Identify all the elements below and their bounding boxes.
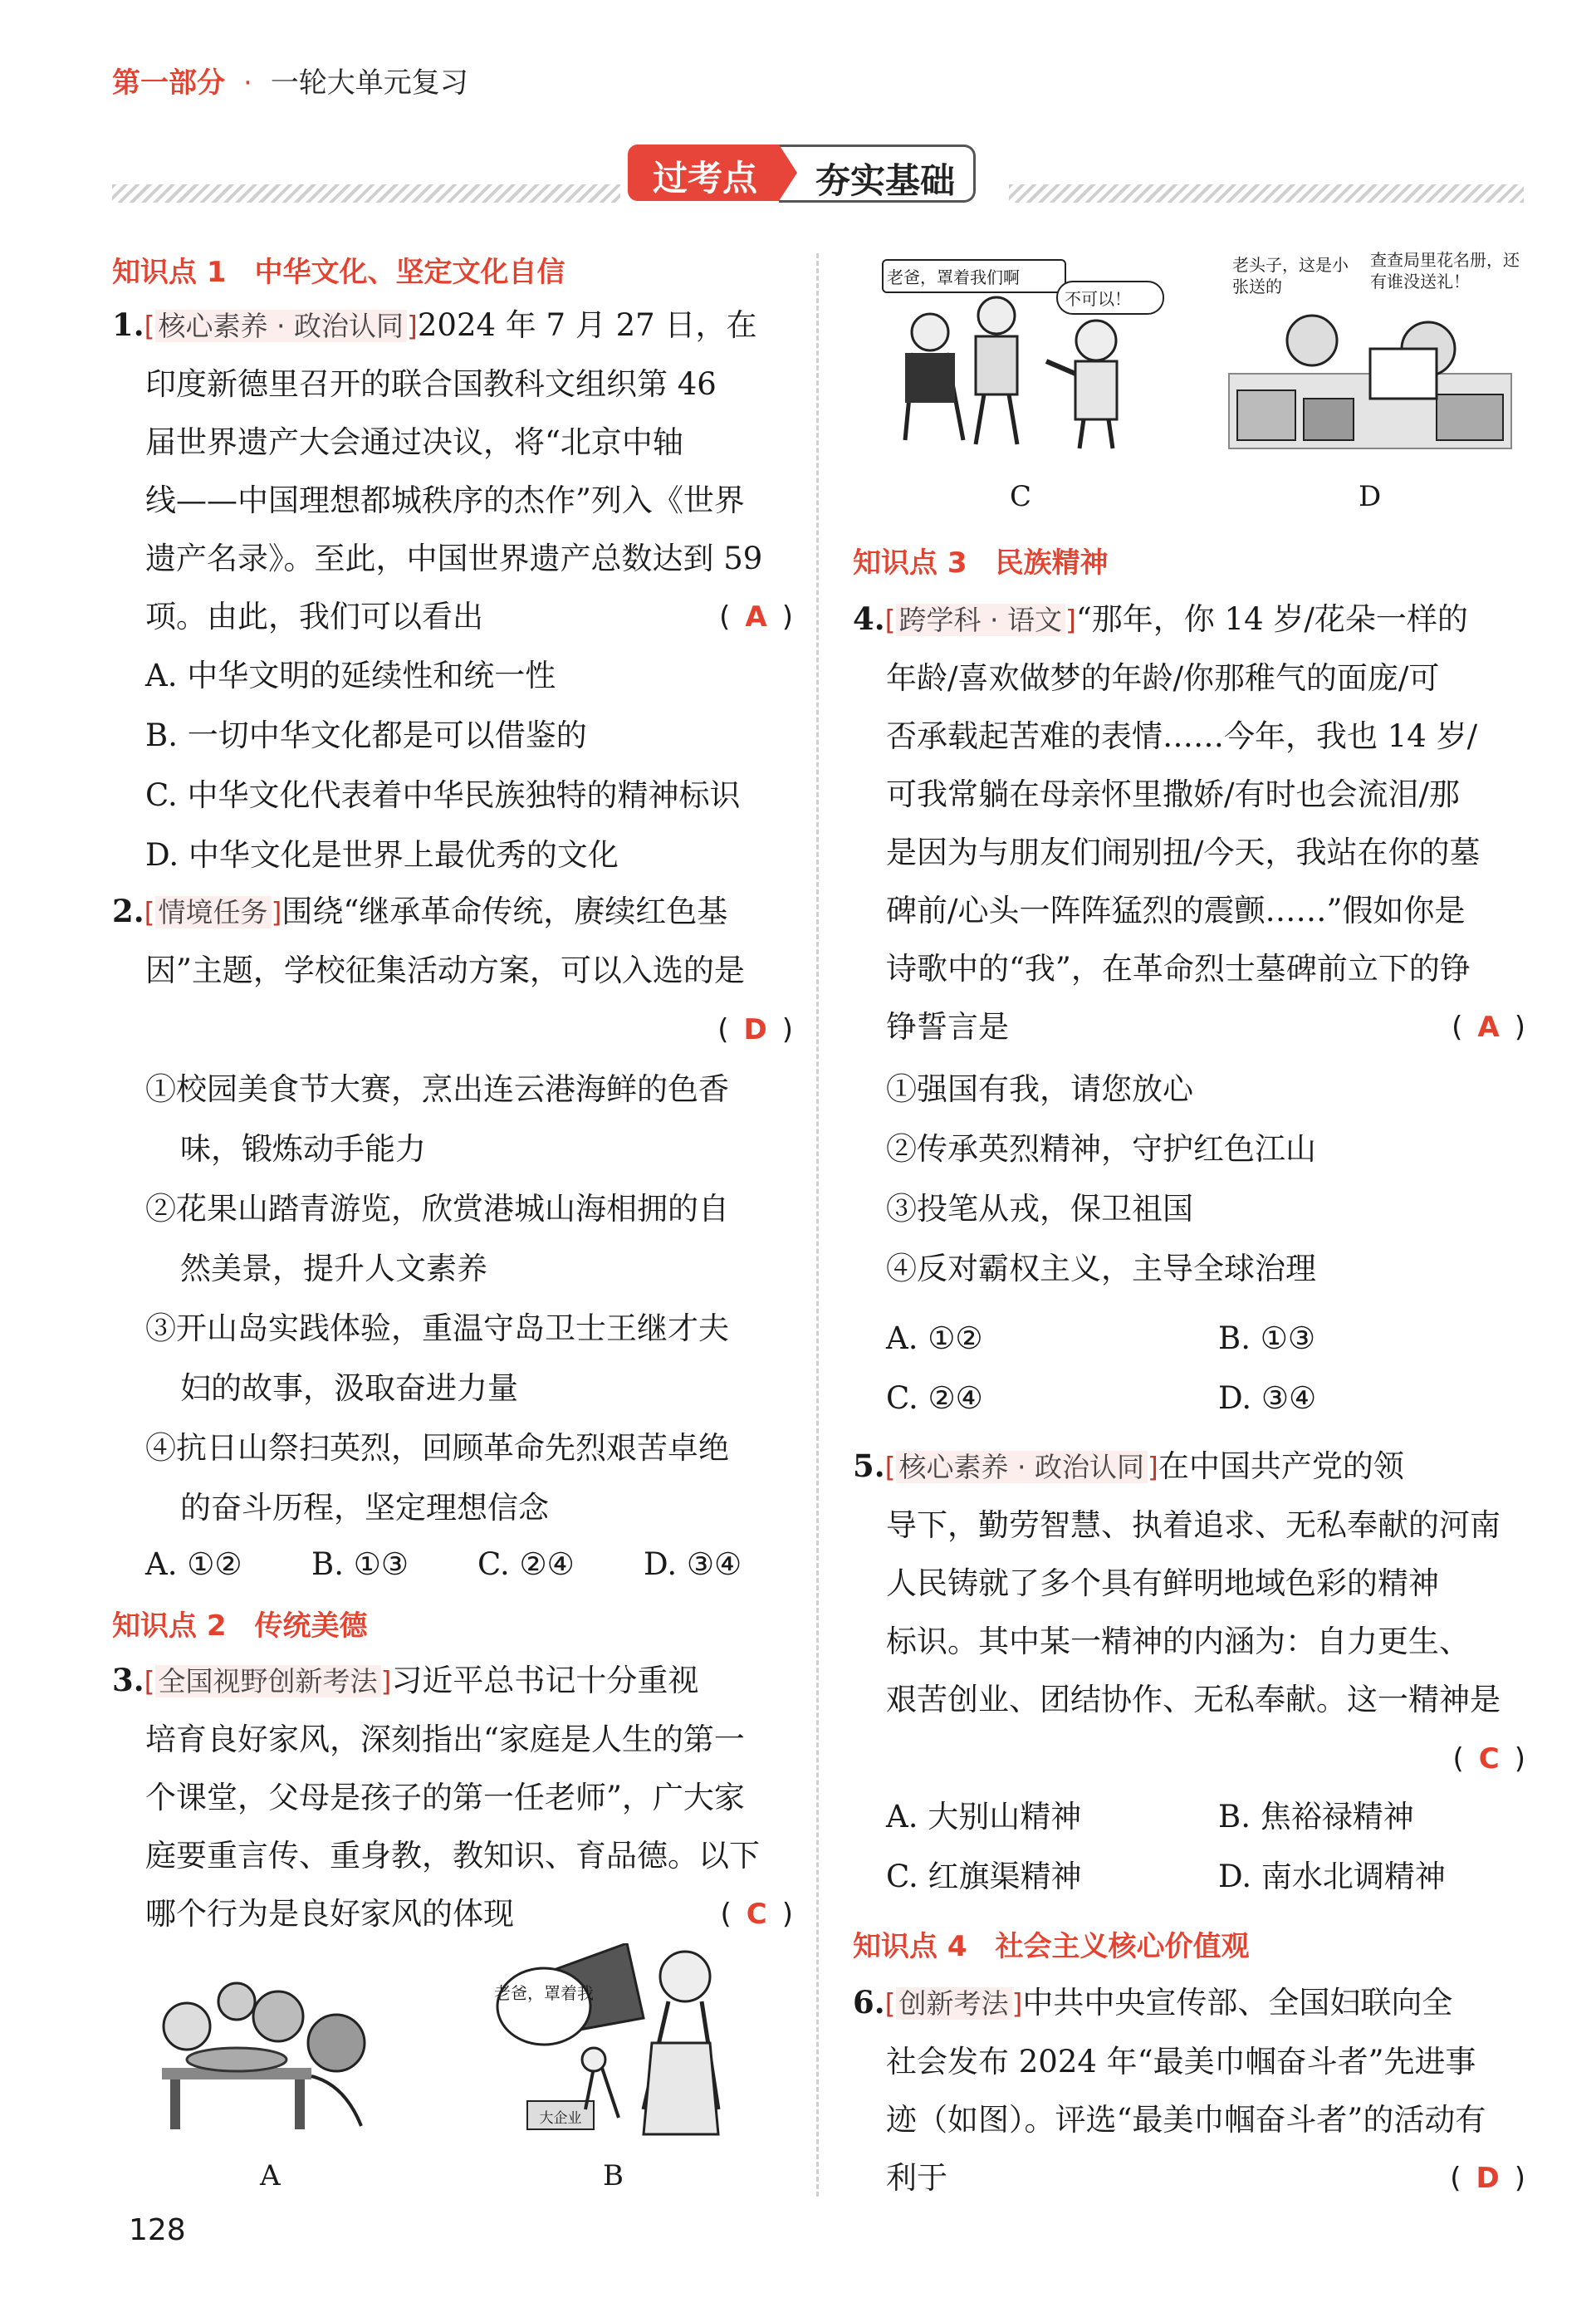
item: ②花果山踏青游览，欣赏港城山海相拥的自 [145,1191,729,1227]
section-label: 知识点 4 [853,1930,967,1963]
option: D. 中华文化是世界上最优秀的文化 [145,837,619,873]
stem-text: 在中国共产党的领 [1158,1448,1404,1484]
section-label: 知识点 3 [853,546,967,580]
option: C. 中华文化代表着中华民族独特的精神标识 [145,777,741,813]
answer-letter: A [745,600,767,634]
stem-text: 习近平总书记十分重视 [391,1663,699,1698]
stem-text: 是因为与朋友们闹别扭/今天，我站在你的墓 [886,835,1481,870]
stem-text: 导下，勤劳智慧、执着追求、无私奉献的河南 [886,1507,1501,1543]
question-5 [853,1437,1525,1788]
answer-bracket: ( D ) [1450,2162,1525,2195]
stem-text: 碑前/心头一阵阵猛烈的震颤……”假如你是 [886,893,1466,928]
option: D. ③④ [644,1546,742,1582]
q1-line-1 [112,296,793,355]
section-heading-3 [853,540,1109,580]
section-heading-2 [112,1603,368,1643]
answer-bracket: ( A ) [719,600,793,634]
answer-bracket: ( A ) [1452,1011,1525,1044]
speech-bubble: 老头子，这是小张送的 [1232,255,1349,296]
q5-options [886,1787,1525,1907]
stem-text: 年龄/喜欢做梦的年龄/你那稚气的面庞/可 [886,660,1440,696]
answer-bracket: ( C ) [1452,1742,1525,1776]
speech-bubble: 老爸，罩着我 [494,1983,594,2003]
question-number: 1. [112,306,144,343]
option: A. 大别山精神 [886,1799,1082,1834]
part-title: 一轮大单元复习 [270,66,468,100]
q2-items [145,1060,793,1538]
section-label: 知识点 2 [112,1609,227,1643]
stem-text: 因”主题，学校征集活动方案，可以入选的是 [145,953,745,988]
part-label: 第一部分 [112,66,225,100]
banner-right: 夯实基础 [779,145,976,203]
answer-letter: D [1476,2162,1500,2195]
answer-letter: D [743,1013,767,1046]
item: ③开山岛实践体验，重温守岛卫士王继才夫 [145,1310,729,1346]
item: ①校园美食节大赛，烹出连云港海鲜的色香 [145,1071,729,1107]
question-number: 5. [853,1448,885,1484]
section-title: 中华文化、坚定文化自信 [254,256,565,289]
question-3 [112,1651,793,1943]
item: 的奋斗历程，坚定理想信念 [180,1490,549,1526]
tag-text: 核心素养 · 政治认同 [896,1451,1148,1483]
stem-text: 2024 年 7 月 27 日，在 [417,307,757,343]
item: ④反对霸权主义，主导全球治理 [886,1251,1316,1286]
question-tag: [ 创新考法 ] [884,1987,1023,2020]
question-1 [112,296,793,646]
stem-text: 围绕“继承革命传统，赓续红色基 [282,894,728,929]
option: A. ①② [886,1320,983,1356]
section-title: 社会主义核心价值观 [995,1930,1250,1963]
question-4 [853,590,1525,1056]
stem-text: 遗产名录》。至此，中国世界遗产总数达到 59 [145,541,763,576]
banner-left: 过考点 [628,145,779,201]
item: ③投笔从戎，保卫祖国 [886,1191,1193,1227]
answer-bracket: ( C ) [720,1898,793,1931]
q1-options [145,646,793,885]
stem-text: 否承载起苦难的表情……今年，我也 14 岁/ [886,718,1478,754]
sign-text: 大企业 [539,2110,582,2127]
running-header [112,60,468,100]
stem-text: 利于 [886,2160,947,2196]
item: 味，锻炼动手能力 [180,1131,426,1167]
caption-b: B [603,2159,624,2192]
question-number: 4. [853,600,885,637]
question-number: 2. [112,893,144,929]
option: D. 南水北调精神 [1218,1859,1446,1894]
q2-options [145,1535,793,1594]
option: B. 一切中华文化都是可以借鉴的 [145,718,587,753]
stem-text: 线——中国理想都城秩序的杰作”列入《世界 [145,483,745,518]
option: C. 红旗渠精神 [886,1859,1082,1894]
q4-options [886,1309,1525,1428]
stem-text: 哪个行为是良好家风的体现 [145,1896,514,1932]
question-tag: [ 核心素养 · 政治认同 ] [884,1451,1158,1483]
stem-text: 铮誓言是 [886,1009,1009,1045]
answer-letter: C [746,1898,767,1931]
item: 妇的故事，汲取奋进力量 [180,1370,518,1406]
stem-text: “那年，你 14 岁/花朵一样的 [1075,601,1468,637]
caption-c: C [1010,480,1032,513]
section-heading-1 [112,249,565,290]
stem-text: 标识。其中某一精神的内涵为：自力更生、 [886,1624,1470,1659]
page-number: 128 [129,2213,186,2247]
stem-text: 庭要重言传、重身教，教知识、育品德。以下 [145,1838,760,1874]
question-tag: [ 全国视野创新考法 ] [144,1665,392,1697]
stem-text: 社会发布 2024 年“最美巾帼奋斗者”先进事 [886,2044,1476,2079]
question-2 [112,882,793,1059]
caption-a: A [260,2159,281,2192]
stem-text: 印度新德里召开的联合国教科文组织第 46 [145,366,717,402]
answer-letter: A [1477,1011,1500,1044]
question-number: 6. [853,1984,885,2021]
option: B. ①③ [1218,1320,1316,1356]
option: B. ①③ [311,1546,409,1582]
section-title: 民族精神 [995,546,1109,580]
speech-bubble: 老爸，罩着我们啊 [882,259,1066,293]
section-banner [628,145,976,201]
option: A. ①② [145,1546,242,1582]
banner-stripe-right [1009,184,1524,203]
stem-text: 个课堂，父母是孩子的第一任老师”，广大家 [145,1780,745,1815]
question-6 [853,1973,1525,2207]
section-title: 传统美德 [254,1609,368,1643]
option: C. ②④ [477,1546,575,1582]
option: D. ③④ [1218,1380,1317,1416]
stem-text: 迹（如图）。评选“最美巾帼奋斗者”的活动有 [886,2102,1486,2138]
stem-text: 诗歌中的“我”，在革命烈士墓碑前立下的铮 [886,951,1471,987]
stem-text: 届世界遗产大会通过决议，将“北京中轴 [145,424,683,460]
answer-letter: C [1478,1742,1500,1776]
section-heading-4 [853,1923,1250,1964]
item: ②传承英烈精神，守护红色江山 [886,1131,1316,1167]
answer-bracket: ( D ) [717,1013,793,1046]
question-tag: [ 核心素养 · 政治认同 ] [144,310,418,342]
speech-bubble: 查查局里花名册，还有谁没送礼！ [1370,250,1520,291]
question-tag: [ 跨学科 · 语文 ] [884,604,1076,636]
header-dot: · [243,66,252,100]
option: B. 焦裕禄精神 [1218,1799,1414,1834]
tag-text: 全国视野创新考法 [155,1665,381,1697]
caption-d: D [1359,480,1382,513]
option: C. ②④ [886,1380,983,1416]
stem-text: 培育良好家风，深刻指出“家庭是人生的第一 [145,1722,745,1757]
tag-text: 跨学科 · 语文 [896,604,1065,636]
item: 然美景，提升人文素养 [180,1251,487,1286]
stem-text: 可我常躺在母亲怀里撒娇/有时也会流泪/那 [886,776,1460,812]
cartoon-b-illustration [477,1943,743,2143]
speech-bubble: 不可以！ [1056,281,1164,315]
q4-items [886,1060,1525,1299]
banner-stripe-left [112,184,620,203]
option: A. 中华文明的延续性和统一性 [145,658,556,693]
item: ①强国有我，请您放心 [886,1071,1193,1107]
stem-text: 艰苦创业、团结协作、无私奉献。这一精神是 [886,1682,1501,1717]
stem-text: 人民铸就了多个具有鲜明地域色彩的精神 [886,1565,1439,1601]
section-label: 知识点 1 [112,256,227,289]
tag-text: 情境任务 [155,896,272,928]
cartoon-a-illustration [145,1977,394,2143]
tag-text: 创新考法 [896,1987,1012,2020]
stem-text: 项。由此，我们可以看出 [145,599,483,634]
column-divider [816,253,819,2197]
stem-text: 中共中央宣传部、全国妇联向全 [1022,1985,1453,2021]
tag-text: 核心素养 · 政治认同 [155,310,407,342]
question-number: 3. [112,1662,144,1698]
question-tag: [ 情境任务 ] [144,896,282,928]
item: ④抗日山祭扫英烈，回顾革命先烈艰苦卓绝 [145,1430,729,1466]
